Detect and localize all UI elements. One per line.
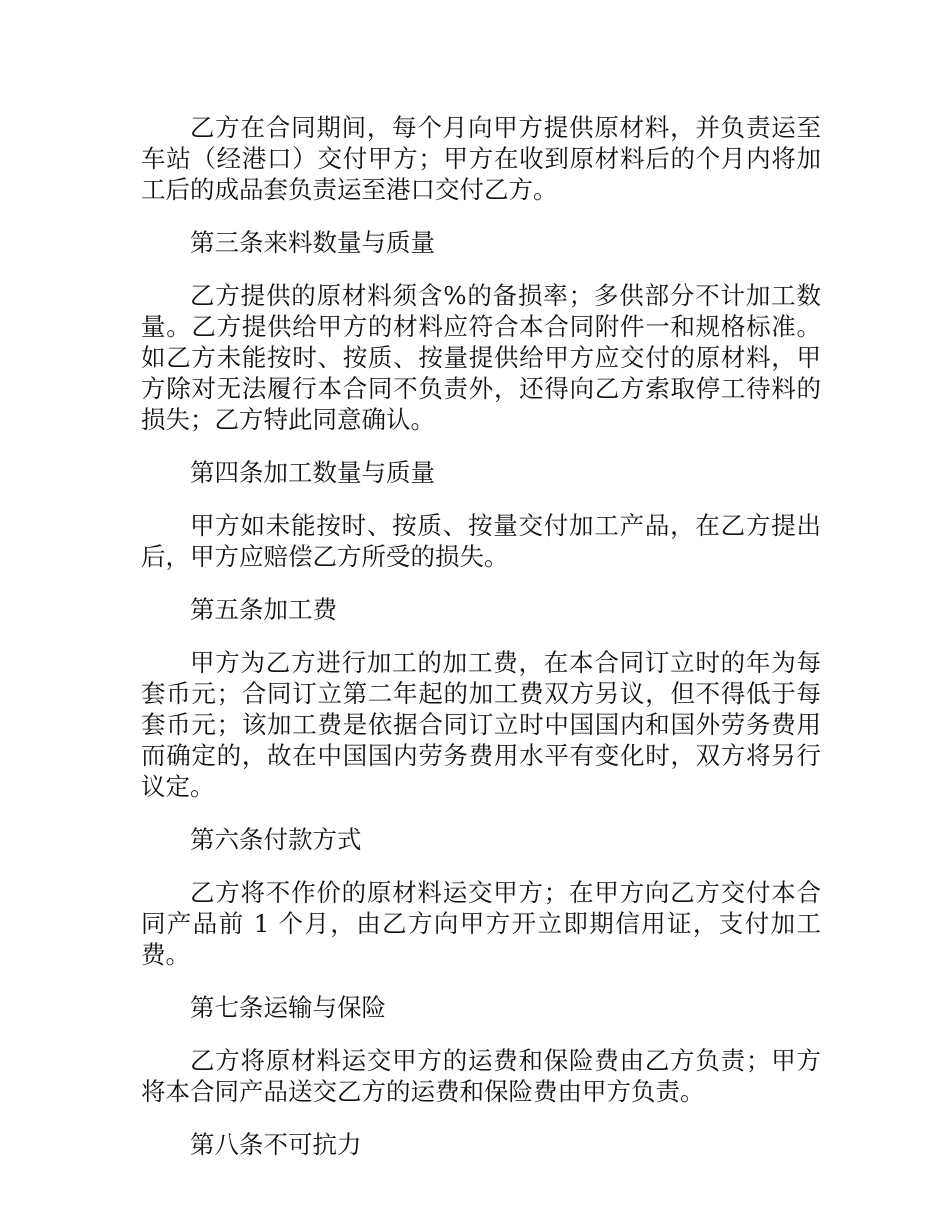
paragraph-processing-fee: 甲方为乙方进行加工的加工费，在本合同订立时的年为每套币元；合同订立第二年起的加工费双方另议，但不得低于每套币元；该加工费是依据合同订立时中国国内和国外劳务费用而确定的，故在中国国内劳务费用水平有变化时，双方将另行议定。 bbox=[141, 648, 821, 801]
paragraph-processing-quantity: 甲方如未能按时、按质、按量交付加工产品，在乙方提出后，甲方应赔偿乙方所受的损失。 bbox=[141, 511, 821, 571]
heading-article-7: 第七条运输与保险 bbox=[190, 993, 386, 1022]
paragraph-delivery-terms: 乙方在合同期间，每个月向甲方提供原材料，并负责运至车站（经港口）交付甲方；甲方在收到原材料后的个月内将加工后的成品套负责运至港口交付乙方。 bbox=[141, 113, 821, 204]
paragraph-material-quantity: 乙方提供的原材料须含%的备损率；多供部分不计加工数量。乙方提供给甲方的材料应符合本合同附件一和规格标准。如乙方未能按时、按质、按量提供给甲方应交付的原材料，甲方除对无法履行本合同不负责外，还得向乙方索取停工待料的损失；乙方特此同意确认。 bbox=[141, 281, 821, 434]
document-body bbox=[141, 112, 821, 1182]
heading-article-3: 第三条来料数量与质量 bbox=[190, 228, 435, 257]
paragraph-payment-method: 乙方将不作价的原材料运交甲方；在甲方向乙方交付本合同产品前 1 个月，由乙方向甲方开立即期信用证，支付加工费。 bbox=[141, 878, 821, 969]
heading-article-6: 第六条付款方式 bbox=[190, 825, 362, 854]
heading-article-8: 第八条不可抗力 bbox=[190, 1130, 362, 1159]
paragraph-transport-insurance: 乙方将原材料运交甲方的运费和保险费由乙方负责；甲方将本合同产品送交乙方的运费和保险费由甲方负责。 bbox=[141, 1046, 821, 1106]
heading-article-4: 第四条加工数量与质量 bbox=[190, 458, 435, 487]
heading-article-5: 第五条加工费 bbox=[190, 595, 337, 624]
